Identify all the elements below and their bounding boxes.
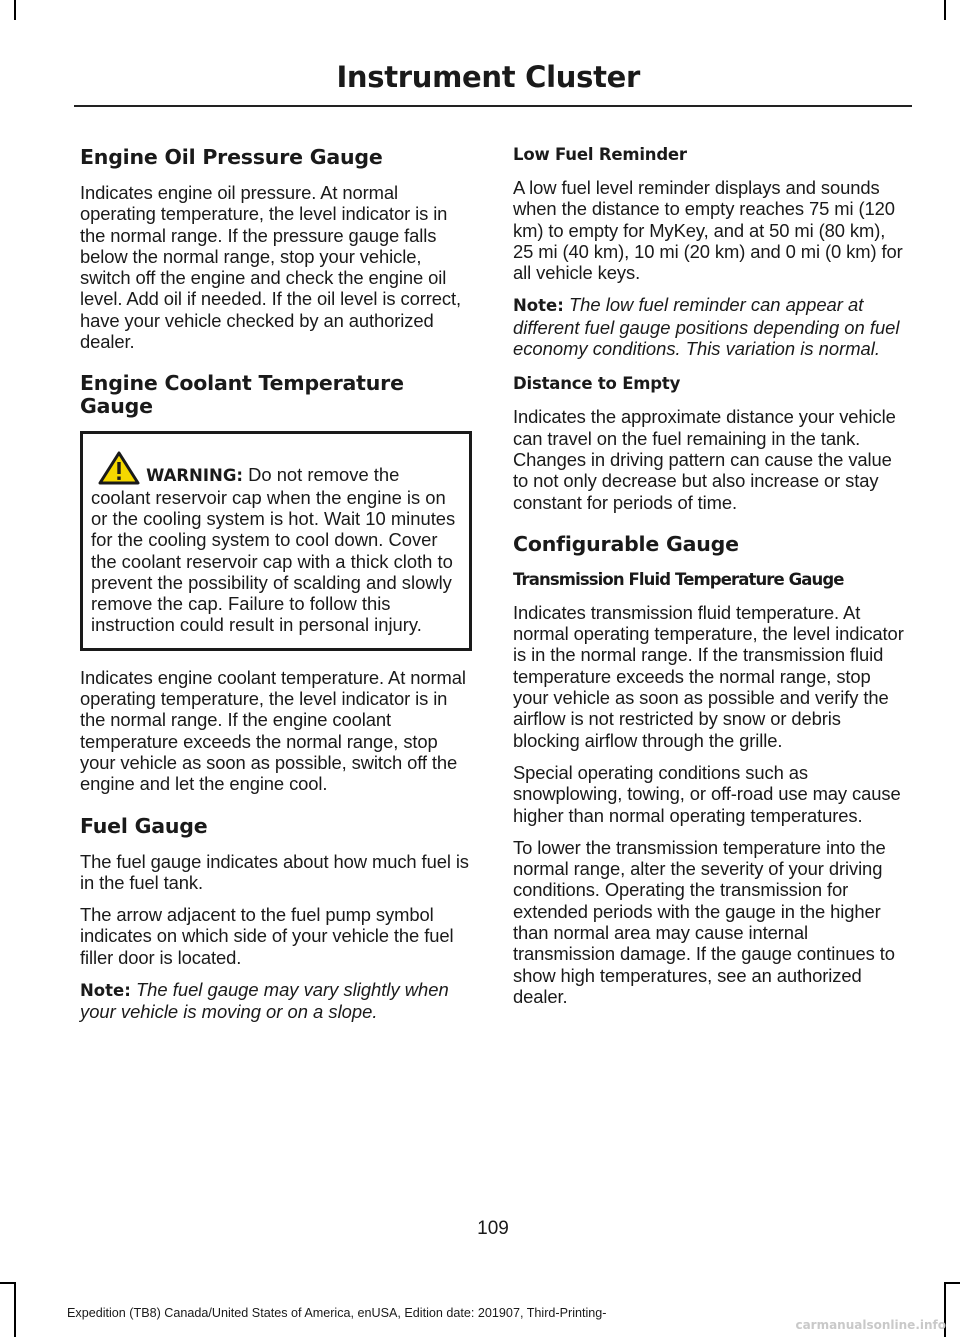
- distance-to-empty-heading: Distance to Empty: [513, 374, 681, 394]
- oil-pressure-heading: Engine Oil Pressure Gauge: [80, 145, 383, 169]
- crop-mark-top-right: [944, 0, 946, 20]
- right-column: [513, 140, 905, 1018]
- oil-pressure-body: Indicates engine oil pressure. At normal operating temperature, the level indicator is in the normal range. If the pressure gauge falls below the normal range, stop your vehicle, switch off the engine and check the engine oil level. Add oil if needed. If the oil level is correct, have your vehicle checked by an authorized dealer.: [80, 182, 462, 353]
- coolant-warning-box: [80, 431, 472, 650]
- page-number: 109: [477, 1218, 509, 1239]
- low-fuel-body: A low fuel level reminder displays and sounds when the distance to empty reaches 75 mi (120 km) to empty for MyKey, and at 50 mi (80 km), 25 mi (40 km), 10 mi (20 km) and 0 mi (0 km) for all vehicle keys.: [513, 177, 903, 284]
- header-rule: [74, 105, 912, 107]
- low-fuel-note: [513, 294, 905, 359]
- page-title: Instrument Cluster: [336, 60, 640, 94]
- edition-footer: Expedition (TB8) Canada/United States of America, enUSA, Edition date: 201907, Third-Printing-: [67, 1306, 607, 1320]
- fuel-gauge-body-1: The fuel gauge indicates about how much fuel is in the fuel tank.: [80, 850, 469, 893]
- crop-mark-top-left: [14, 0, 16, 20]
- fuel-gauge-body-2: The arrow adjacent to the fuel pump symbol indicates on which side of your vehicle the fuel filler door is located.: [80, 904, 454, 968]
- watermark: carmanualsonline.info: [795, 1318, 946, 1332]
- fuel-gauge-note: [80, 979, 472, 1023]
- low-fuel-heading: Low Fuel Reminder: [513, 145, 687, 164]
- crop-mark-bottom-right-h: [944, 1282, 960, 1284]
- warning-label: WARNING:: [146, 466, 243, 486]
- transmission-body-1: Indicates transmission fluid temperature. At normal operating temperature, the level indicator is in the normal range. If the transmission fluid temperature exceeds the normal range, stop your vehicle as soon as possible and verify the airflow is not restricted by snow or debris blocking airflow through the grille.: [513, 601, 904, 751]
- note-text: The low fuel reminder can appear at different fuel gauge positions depending on fuel economy conditions. This variation is normal.: [513, 294, 900, 360]
- coolant-warning-paragraph: [91, 451, 461, 635]
- transmission-temp-heading: Transmission Fluid Temperature Gauge: [513, 569, 844, 589]
- note-label: Note:: [513, 296, 564, 316]
- transmission-body-3: To lower the transmission temperature into the normal range, alter the severity of your driving conditions. Operating the transmission for extended periods with the gauge in the higher than normal area may cause internal transmission damage. If the gauge continues to show high temperatures, see an authorized dealer.: [513, 836, 895, 1007]
- coolant-body: Indicates engine coolant temperature. At normal operating temperature, the level indicator is in the normal range. If the engine coolant temperature exceeds the normal range, stop your vehicle as soon as possible, switch off the engine and let the engine cool.: [80, 666, 466, 795]
- note-text: The fuel gauge may vary slightly when your vehicle is moving or on a slope.: [80, 979, 449, 1023]
- coolant-heading: Engine Coolant Temperature Gauge: [80, 371, 404, 419]
- transmission-body-2: Special operating conditions such as snowplowing, towing, or off-road use may cause higher than normal operating temperatures.: [513, 761, 901, 826]
- left-column: [80, 140, 472, 1034]
- crop-mark-bottom-left-h: [0, 1282, 16, 1284]
- configurable-gauge-heading: Configurable Gauge: [513, 531, 739, 556]
- warning-text: Do not remove the coolant reservoir cap when the engine is on or the cooling system is hot. Wait 10 minutes for the cooling system to cool down. Cover the coolant reservoir cap with a thick cloth to prevent the possibility of scalding and slowly remove the cap. Failure to follow this instruction could result in personal injury.: [91, 464, 456, 636]
- fuel-gauge-heading: Fuel Gauge: [80, 813, 208, 838]
- warning-triangle-icon: [97, 451, 141, 485]
- crop-mark-bottom-left: [14, 1282, 16, 1337]
- distance-to-empty-body: Indicates the approximate distance your vehicle can travel on the fuel remaining in the tank. Changes in driving pattern can cause the value to not only decrease but also increase or stay constant for periods of time.: [513, 406, 896, 513]
- note-label: Note:: [80, 981, 131, 1001]
